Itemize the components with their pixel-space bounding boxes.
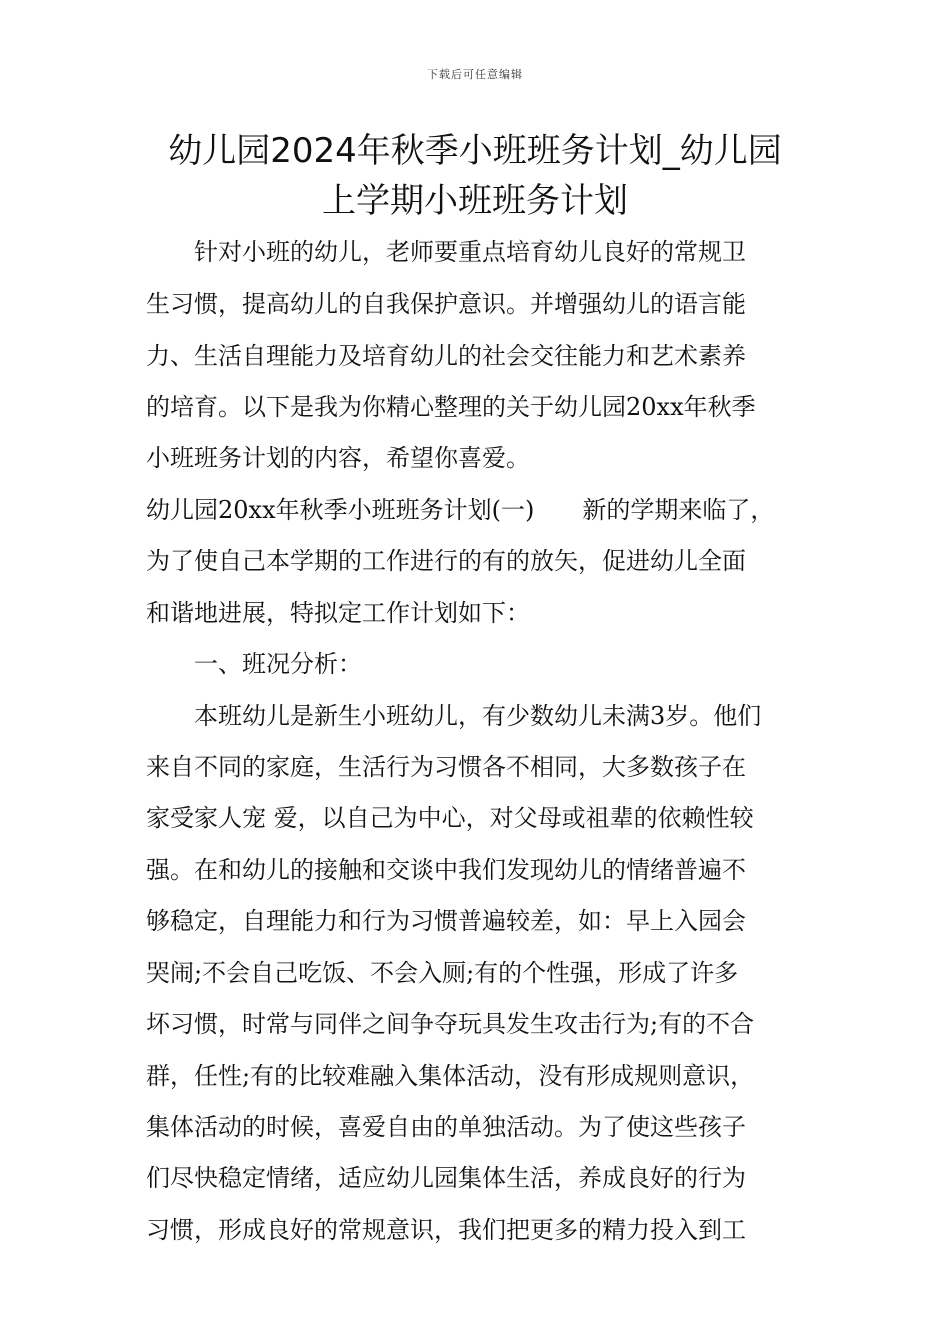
paragraph-line: 集体活动的时候，喜爱自由的单独活动。为了使这些孩子 [146, 1113, 746, 1141]
paragraph-line: 家受家人宠 爱，以自己为中心，对父母或祖辈的依赖性较 [146, 804, 754, 832]
paragraph-line: 的培育。以下是我为你精心整理的关于幼儿园20xx年秋季 [146, 393, 756, 421]
paragraph-line: 生习惯，提高幼儿的自我保护意识。并增强幼儿的语言能 [146, 290, 746, 318]
paragraph-line: 强。在和幼儿的接触和交谈中我们发现幼儿的情绪普遍不 [146, 856, 746, 884]
paragraph-line: 群，任性;有的比较难融入集体活动，没有形成规则意识， [146, 1062, 755, 1090]
header-note: 下载后可任意编辑 [427, 68, 523, 81]
paragraph-line: 和谐地进展，特拟定工作计划如下： [146, 599, 530, 627]
paragraph-line: 坏习惯，时常与同伴之间争夺玩具发生攻击行为;有的不合 [146, 1010, 755, 1038]
paragraph-line: 习惯，形成良好的常规意识，我们把更多的精力投入到工 [146, 1216, 746, 1244]
paragraph-line: 本班幼儿是新生小班幼儿，有少数幼儿未满3岁。他们 [194, 702, 762, 730]
paragraph-line: 哭闹;不会自己吃饭、不会入厕;有的个性强，形成了许多 [146, 959, 739, 987]
paragraph-line: 为了使自己本学期的工作进行的有的放矢，促进幼儿全面 [146, 547, 746, 575]
paragraph-line: 小班班务计划的内容，希望你喜爱。 [146, 444, 530, 472]
paragraph-line: 力、生活自理能力及培育幼儿的社会交往能力和艺术素养 [146, 342, 746, 370]
paragraph-line: 够稳定，自理能力和行为习惯普遍较差，如：早上入园会 [146, 907, 746, 935]
section-heading: 一、班况分析： [194, 650, 362, 678]
paragraph-line: 来自不同的家庭，生活行为习惯各不相同，大多数孩子在 [146, 753, 746, 781]
document-title-line-1: 幼儿园2024年秋季小班班务计划_幼儿园 [168, 131, 782, 171]
paragraph-line: 针对小班的幼儿，老师要重点培育幼儿良好的常规卫 [194, 238, 746, 266]
document-title-line-2: 上学期小班班务计划 [322, 181, 628, 221]
paragraph-line: 幼儿园20xx年秋季小班班务计划(一) 新的学期来临了， [146, 496, 775, 524]
paragraph-line: 们尽快稳定情绪，适应幼儿园集体生活，养成良好的行为 [146, 1164, 746, 1192]
